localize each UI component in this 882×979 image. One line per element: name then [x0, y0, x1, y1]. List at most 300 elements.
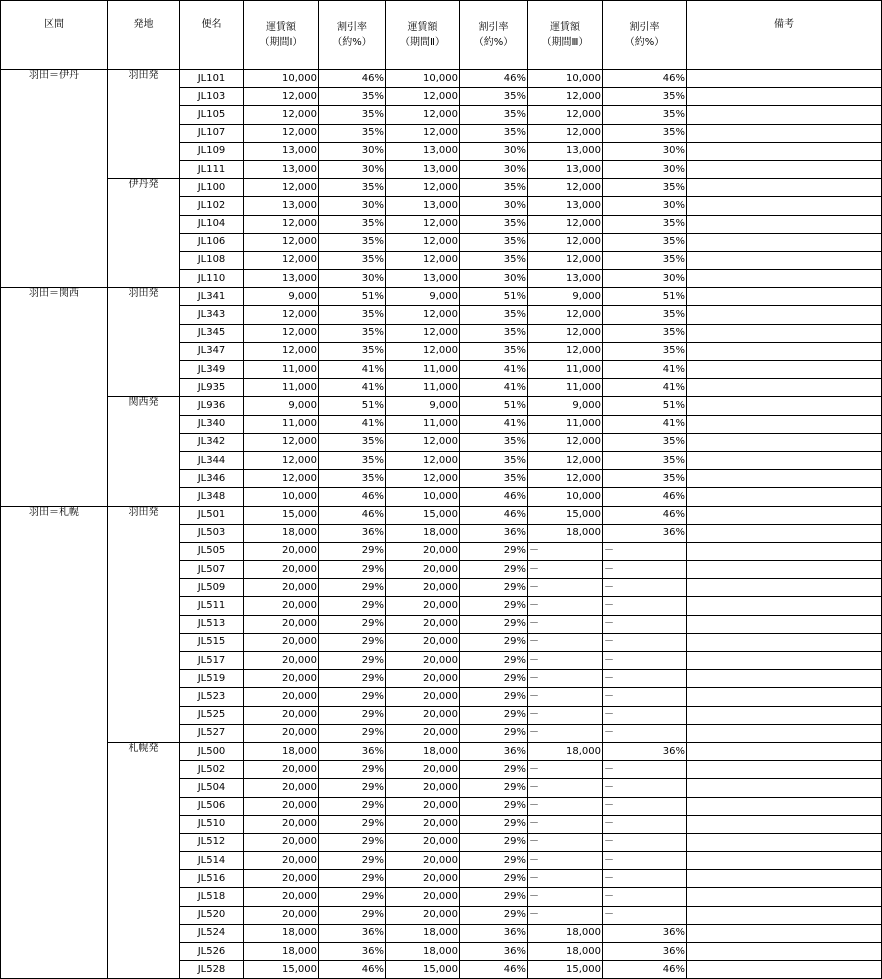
fare-period-2-cell: 18,000: [386, 943, 460, 961]
rate-period-1-cell: 35%: [319, 324, 386, 342]
rate-period-3-cell: 36%: [603, 924, 687, 942]
flight-number-cell: JL105: [180, 106, 244, 124]
rate-period-1-cell: 30%: [319, 197, 386, 215]
rate-period-1-cell: 35%: [319, 433, 386, 451]
flight-number-cell: JL104: [180, 215, 244, 233]
rate-period-3-cell: －: [603, 906, 687, 924]
fare-period-3-cell: －: [528, 670, 603, 688]
fare-period-2-cell: 10,000: [386, 488, 460, 506]
fare-period-1-cell: 20,000: [244, 888, 319, 906]
rate-period-1-cell: 35%: [319, 179, 386, 197]
fare-period-3-cell: 13,000: [528, 142, 603, 160]
rate-period-2-cell: 46%: [460, 488, 528, 506]
rate-period-3-cell: 51%: [603, 288, 687, 306]
notes-cell: [687, 397, 882, 415]
fare-period-3-cell: 15,000: [528, 506, 603, 524]
flight-number-cell: JL503: [180, 524, 244, 542]
fare-period-2-cell: 11,000: [386, 379, 460, 397]
notes-cell: [687, 943, 882, 961]
rate-period-1-cell: 29%: [319, 906, 386, 924]
rate-period-3-cell: －: [603, 706, 687, 724]
notes-cell: [687, 415, 882, 433]
table-row: [1, 70, 882, 88]
fare-period-3-cell: 12,000: [528, 233, 603, 251]
rate-period-1-cell: 35%: [319, 251, 386, 269]
fare-period-1-cell: 11,000: [244, 361, 319, 379]
flight-number-cell: JL346: [180, 470, 244, 488]
fare-period-3-cell: 9,000: [528, 397, 603, 415]
flight-number-cell: JL507: [180, 561, 244, 579]
flight-number-cell: JL348: [180, 488, 244, 506]
fare-period-3-cell: 10,000: [528, 488, 603, 506]
rate-period-3-cell: －: [603, 597, 687, 615]
fare-period-1-cell: 9,000: [244, 397, 319, 415]
flight-number-cell: JL347: [180, 342, 244, 360]
rate-period-2-cell: 30%: [460, 270, 528, 288]
rate-period-1-cell: 30%: [319, 270, 386, 288]
rate-period-1-cell: 35%: [319, 124, 386, 142]
rate-period-3-cell: 30%: [603, 160, 687, 178]
flight-number-cell: JL514: [180, 852, 244, 870]
fare-period-1-cell: 13,000: [244, 197, 319, 215]
flight-number-cell: JL524: [180, 924, 244, 942]
rate-period-2-cell: 29%: [460, 761, 528, 779]
rate-period-1-cell: 46%: [319, 488, 386, 506]
notes-cell: [687, 179, 882, 197]
rate-period-3-cell: 35%: [603, 124, 687, 142]
flight-number-cell: JL519: [180, 670, 244, 688]
rate-period-2-cell: 29%: [460, 906, 528, 924]
notes-cell: [687, 652, 882, 670]
rate-period-2-cell: 35%: [460, 433, 528, 451]
fare-period-1-cell: 12,000: [244, 106, 319, 124]
rate-period-2-cell: 30%: [460, 160, 528, 178]
fare-period-3-cell: 12,000: [528, 433, 603, 451]
fare-period-2-cell: 18,000: [386, 924, 460, 942]
rate-period-3-cell: 35%: [603, 88, 687, 106]
fare-period-3-cell: 12,000: [528, 179, 603, 197]
fare-period-2-cell: 13,000: [386, 142, 460, 160]
fare-period-1-cell: 11,000: [244, 379, 319, 397]
origin-label: 羽田発: [108, 288, 180, 397]
header-flight: 便名: [180, 1, 244, 70]
fare-period-3-cell: －: [528, 579, 603, 597]
rate-period-3-cell: －: [603, 688, 687, 706]
notes-cell: [687, 961, 882, 979]
notes-cell: [687, 761, 882, 779]
table-header: [1, 1, 882, 70]
fare-period-3-cell: 11,000: [528, 379, 603, 397]
rate-period-1-cell: 29%: [319, 724, 386, 742]
fare-period-3-cell: －: [528, 542, 603, 560]
rate-period-3-cell: －: [603, 833, 687, 851]
fare-period-2-cell: 11,000: [386, 361, 460, 379]
notes-cell: [687, 215, 882, 233]
rate-period-2-cell: 29%: [460, 706, 528, 724]
rate-period-3-cell: 35%: [603, 451, 687, 469]
rate-period-1-cell: 29%: [319, 833, 386, 851]
fare-period-1-cell: 10,000: [244, 488, 319, 506]
fare-period-1-cell: 20,000: [244, 561, 319, 579]
notes-cell: [687, 670, 882, 688]
flight-number-cell: JL516: [180, 870, 244, 888]
notes-cell: [687, 742, 882, 760]
fare-period-2-cell: 20,000: [386, 815, 460, 833]
fare-period-3-cell: －: [528, 852, 603, 870]
fare-period-1-cell: 20,000: [244, 542, 319, 560]
fare-period-1-cell: 13,000: [244, 270, 319, 288]
rate-period-2-cell: 35%: [460, 215, 528, 233]
rate-period-2-cell: 29%: [460, 779, 528, 797]
rate-period-3-cell: 36%: [603, 943, 687, 961]
rate-period-2-cell: 29%: [460, 688, 528, 706]
rate-period-2-cell: 36%: [460, 943, 528, 961]
flight-number-cell: JL504: [180, 779, 244, 797]
rate-period-1-cell: 51%: [319, 397, 386, 415]
fare-period-1-cell: 20,000: [244, 761, 319, 779]
fare-period-1-cell: 18,000: [244, 742, 319, 760]
notes-cell: [687, 888, 882, 906]
fare-period-3-cell: 12,000: [528, 251, 603, 269]
rate-period-3-cell: 35%: [603, 106, 687, 124]
rate-period-1-cell: 46%: [319, 961, 386, 979]
rate-period-2-cell: 35%: [460, 324, 528, 342]
fare-period-1-cell: 13,000: [244, 142, 319, 160]
fare-period-2-cell: 12,000: [386, 215, 460, 233]
fare-period-3-cell: 18,000: [528, 524, 603, 542]
notes-cell: [687, 361, 882, 379]
fare-period-1-cell: 15,000: [244, 961, 319, 979]
fare-period-3-cell: 12,000: [528, 451, 603, 469]
table-body: [1, 70, 882, 979]
notes-cell: [687, 779, 882, 797]
fare-period-1-cell: 18,000: [244, 943, 319, 961]
flight-number-cell: JL935: [180, 379, 244, 397]
rate-period-3-cell: －: [603, 797, 687, 815]
rate-period-3-cell: 46%: [603, 70, 687, 88]
fare-period-3-cell: 12,000: [528, 342, 603, 360]
fare-period-2-cell: 20,000: [386, 633, 460, 651]
rate-period-1-cell: 35%: [319, 106, 386, 124]
fare-period-3-cell: －: [528, 797, 603, 815]
notes-cell: [687, 342, 882, 360]
fare-period-1-cell: 20,000: [244, 906, 319, 924]
fare-period-2-cell: 20,000: [386, 852, 460, 870]
fare-period-1-cell: 12,000: [244, 433, 319, 451]
flight-number-cell: JL510: [180, 815, 244, 833]
rate-period-2-cell: 46%: [460, 506, 528, 524]
fare-period-3-cell: －: [528, 597, 603, 615]
fare-period-3-cell: －: [528, 833, 603, 851]
fare-period-2-cell: 12,000: [386, 433, 460, 451]
fare-period-3-cell: －: [528, 870, 603, 888]
table-row: [1, 397, 882, 415]
rate-period-3-cell: 30%: [603, 197, 687, 215]
rate-period-1-cell: 29%: [319, 579, 386, 597]
fare-period-3-cell: －: [528, 815, 603, 833]
fare-period-1-cell: 12,000: [244, 470, 319, 488]
fare-period-2-cell: 20,000: [386, 542, 460, 560]
rate-period-3-cell: 35%: [603, 470, 687, 488]
notes-cell: [687, 433, 882, 451]
notes-cell: [687, 706, 882, 724]
rate-period-1-cell: 29%: [319, 542, 386, 560]
notes-cell: [687, 324, 882, 342]
fare-period-2-cell: 10,000: [386, 70, 460, 88]
notes-cell: [687, 797, 882, 815]
fare-period-3-cell: 10,000: [528, 70, 603, 88]
rate-period-3-cell: －: [603, 724, 687, 742]
rate-period-3-cell: －: [603, 670, 687, 688]
flight-number-cell: JL512: [180, 833, 244, 851]
rate-period-2-cell: 35%: [460, 179, 528, 197]
rate-period-1-cell: 29%: [319, 815, 386, 833]
fare-period-3-cell: 12,000: [528, 124, 603, 142]
rate-period-1-cell: 29%: [319, 797, 386, 815]
rate-period-3-cell: 41%: [603, 361, 687, 379]
fare-period-3-cell: 18,000: [528, 943, 603, 961]
fare-period-1-cell: 12,000: [244, 215, 319, 233]
rate-period-3-cell: 46%: [603, 961, 687, 979]
notes-cell: [687, 306, 882, 324]
rate-period-2-cell: 29%: [460, 670, 528, 688]
rate-period-1-cell: 29%: [319, 670, 386, 688]
fare-period-1-cell: 20,000: [244, 633, 319, 651]
rate-period-1-cell: 29%: [319, 706, 386, 724]
fare-period-1-cell: 20,000: [244, 706, 319, 724]
flight-number-cell: JL500: [180, 742, 244, 760]
rate-period-3-cell: 41%: [603, 379, 687, 397]
fare-period-1-cell: 20,000: [244, 670, 319, 688]
fare-period-1-cell: 12,000: [244, 251, 319, 269]
notes-cell: [687, 906, 882, 924]
rate-period-3-cell: 35%: [603, 306, 687, 324]
rate-period-2-cell: 35%: [460, 470, 528, 488]
notes-cell: [687, 524, 882, 542]
notes-cell: [687, 870, 882, 888]
rate-period-2-cell: 35%: [460, 124, 528, 142]
flight-number-cell: JL518: [180, 888, 244, 906]
fare-period-2-cell: 12,000: [386, 179, 460, 197]
fare-period-2-cell: 13,000: [386, 270, 460, 288]
fare-period-1-cell: 12,000: [244, 179, 319, 197]
header-rate-period-2: 割引率 （約%）: [460, 1, 528, 70]
rate-period-1-cell: 30%: [319, 142, 386, 160]
notes-cell: [687, 561, 882, 579]
origin-label: 伊丹発: [108, 179, 180, 288]
notes-cell: [687, 160, 882, 178]
rate-period-1-cell: 29%: [319, 779, 386, 797]
rate-period-1-cell: 29%: [319, 688, 386, 706]
fare-period-2-cell: 20,000: [386, 579, 460, 597]
fare-period-3-cell: 12,000: [528, 470, 603, 488]
rate-period-2-cell: 29%: [460, 652, 528, 670]
fare-period-2-cell: 9,000: [386, 397, 460, 415]
fare-period-2-cell: 20,000: [386, 561, 460, 579]
rate-period-2-cell: 41%: [460, 361, 528, 379]
fare-period-2-cell: 12,000: [386, 451, 460, 469]
fare-period-1-cell: 18,000: [244, 524, 319, 542]
fare-period-2-cell: 12,000: [386, 106, 460, 124]
rate-period-3-cell: －: [603, 852, 687, 870]
flight-number-cell: JL505: [180, 542, 244, 560]
fare-period-3-cell: －: [528, 761, 603, 779]
flight-number-cell: JL341: [180, 288, 244, 306]
rate-period-2-cell: 30%: [460, 197, 528, 215]
flight-number-cell: JL103: [180, 88, 244, 106]
fare-period-2-cell: 12,000: [386, 306, 460, 324]
fare-period-1-cell: 20,000: [244, 815, 319, 833]
fare-period-1-cell: 9,000: [244, 288, 319, 306]
rate-period-2-cell: 29%: [460, 724, 528, 742]
rate-period-3-cell: 35%: [603, 233, 687, 251]
fare-period-2-cell: 20,000: [386, 870, 460, 888]
flight-number-cell: JL515: [180, 633, 244, 651]
table-row: [1, 179, 882, 197]
flight-number-cell: JL520: [180, 906, 244, 924]
fare-period-2-cell: 12,000: [386, 342, 460, 360]
fare-period-1-cell: 12,000: [244, 88, 319, 106]
rate-period-1-cell: 29%: [319, 633, 386, 651]
fare-period-2-cell: 13,000: [386, 197, 460, 215]
notes-cell: [687, 688, 882, 706]
flight-number-cell: JL517: [180, 652, 244, 670]
fare-period-1-cell: 13,000: [244, 160, 319, 178]
rate-period-2-cell: 51%: [460, 288, 528, 306]
rate-period-2-cell: 35%: [460, 88, 528, 106]
flight-number-cell: JL344: [180, 451, 244, 469]
rate-period-3-cell: －: [603, 761, 687, 779]
flight-number-cell: JL100: [180, 179, 244, 197]
fare-period-2-cell: 20,000: [386, 597, 460, 615]
flight-number-cell: JL106: [180, 233, 244, 251]
rate-period-1-cell: 29%: [319, 597, 386, 615]
rate-period-1-cell: 29%: [319, 561, 386, 579]
origin-label: 関西発: [108, 397, 180, 506]
fare-period-1-cell: 12,000: [244, 124, 319, 142]
flight-number-cell: JL936: [180, 397, 244, 415]
flight-number-cell: JL107: [180, 124, 244, 142]
notes-cell: [687, 470, 882, 488]
rate-period-1-cell: 30%: [319, 160, 386, 178]
rate-period-1-cell: 36%: [319, 943, 386, 961]
flight-number-cell: JL342: [180, 433, 244, 451]
fare-period-2-cell: 12,000: [386, 470, 460, 488]
notes-cell: [687, 488, 882, 506]
rate-period-3-cell: －: [603, 870, 687, 888]
fare-period-1-cell: 20,000: [244, 797, 319, 815]
rate-period-1-cell: 35%: [319, 342, 386, 360]
fare-period-2-cell: 20,000: [386, 615, 460, 633]
notes-cell: [687, 106, 882, 124]
rate-period-3-cell: －: [603, 633, 687, 651]
fare-period-3-cell: 13,000: [528, 197, 603, 215]
fare-period-1-cell: 20,000: [244, 833, 319, 851]
section-label: 羽田＝札幌: [1, 506, 108, 979]
fare-period-1-cell: 12,000: [244, 342, 319, 360]
table-row: [1, 742, 882, 760]
fare-period-2-cell: 20,000: [386, 833, 460, 851]
rate-period-2-cell: 41%: [460, 379, 528, 397]
rate-period-3-cell: 46%: [603, 488, 687, 506]
rate-period-1-cell: 29%: [319, 888, 386, 906]
notes-cell: [687, 451, 882, 469]
notes-cell: [687, 815, 882, 833]
fare-period-1-cell: 10,000: [244, 70, 319, 88]
notes-cell: [687, 197, 882, 215]
rate-period-2-cell: 29%: [460, 633, 528, 651]
rate-period-3-cell: －: [603, 652, 687, 670]
table-row: [1, 288, 882, 306]
flight-number-cell: JL111: [180, 160, 244, 178]
flight-number-cell: JL527: [180, 724, 244, 742]
flight-number-cell: JL102: [180, 197, 244, 215]
notes-cell: [687, 852, 882, 870]
fare-period-3-cell: 12,000: [528, 306, 603, 324]
fare-period-3-cell: 11,000: [528, 361, 603, 379]
fare-period-3-cell: －: [528, 688, 603, 706]
rate-period-3-cell: －: [603, 779, 687, 797]
rate-period-2-cell: 29%: [460, 615, 528, 633]
flight-number-cell: JL525: [180, 706, 244, 724]
rate-period-1-cell: 51%: [319, 288, 386, 306]
flight-number-cell: JL511: [180, 597, 244, 615]
notes-cell: [687, 506, 882, 524]
fare-period-2-cell: 20,000: [386, 706, 460, 724]
fare-period-3-cell: －: [528, 779, 603, 797]
header-fare-period-3: 運賃額 （期間Ⅲ）: [528, 1, 603, 70]
rate-period-2-cell: 30%: [460, 142, 528, 160]
rate-period-1-cell: 35%: [319, 88, 386, 106]
rate-period-2-cell: 36%: [460, 924, 528, 942]
rate-period-1-cell: 29%: [319, 615, 386, 633]
fare-period-2-cell: 20,000: [386, 724, 460, 742]
rate-period-3-cell: 35%: [603, 215, 687, 233]
fare-period-3-cell: 11,000: [528, 415, 603, 433]
notes-cell: [687, 579, 882, 597]
notes-cell: [687, 124, 882, 142]
rate-period-1-cell: 46%: [319, 506, 386, 524]
notes-cell: [687, 633, 882, 651]
fare-period-3-cell: 12,000: [528, 215, 603, 233]
rate-period-1-cell: 29%: [319, 761, 386, 779]
rate-period-3-cell: －: [603, 615, 687, 633]
rate-period-1-cell: 36%: [319, 924, 386, 942]
rate-period-1-cell: 29%: [319, 870, 386, 888]
rate-period-3-cell: 35%: [603, 433, 687, 451]
rate-period-3-cell: －: [603, 815, 687, 833]
fare-period-3-cell: －: [528, 615, 603, 633]
rate-period-3-cell: 36%: [603, 524, 687, 542]
flight-number-cell: JL340: [180, 415, 244, 433]
rate-period-1-cell: 35%: [319, 233, 386, 251]
rate-period-2-cell: 51%: [460, 397, 528, 415]
flight-number-cell: JL526: [180, 943, 244, 961]
fare-period-1-cell: 20,000: [244, 779, 319, 797]
rate-period-3-cell: 36%: [603, 742, 687, 760]
rate-period-1-cell: 35%: [319, 215, 386, 233]
rate-period-3-cell: 51%: [603, 397, 687, 415]
fare-period-1-cell: 12,000: [244, 233, 319, 251]
table-row: [1, 506, 882, 524]
rate-period-3-cell: －: [603, 888, 687, 906]
fare-period-1-cell: 20,000: [244, 870, 319, 888]
fare-period-2-cell: 20,000: [386, 670, 460, 688]
flight-number-cell: JL349: [180, 361, 244, 379]
fare-period-2-cell: 12,000: [386, 88, 460, 106]
flight-number-cell: JL502: [180, 761, 244, 779]
fare-period-3-cell: －: [528, 652, 603, 670]
